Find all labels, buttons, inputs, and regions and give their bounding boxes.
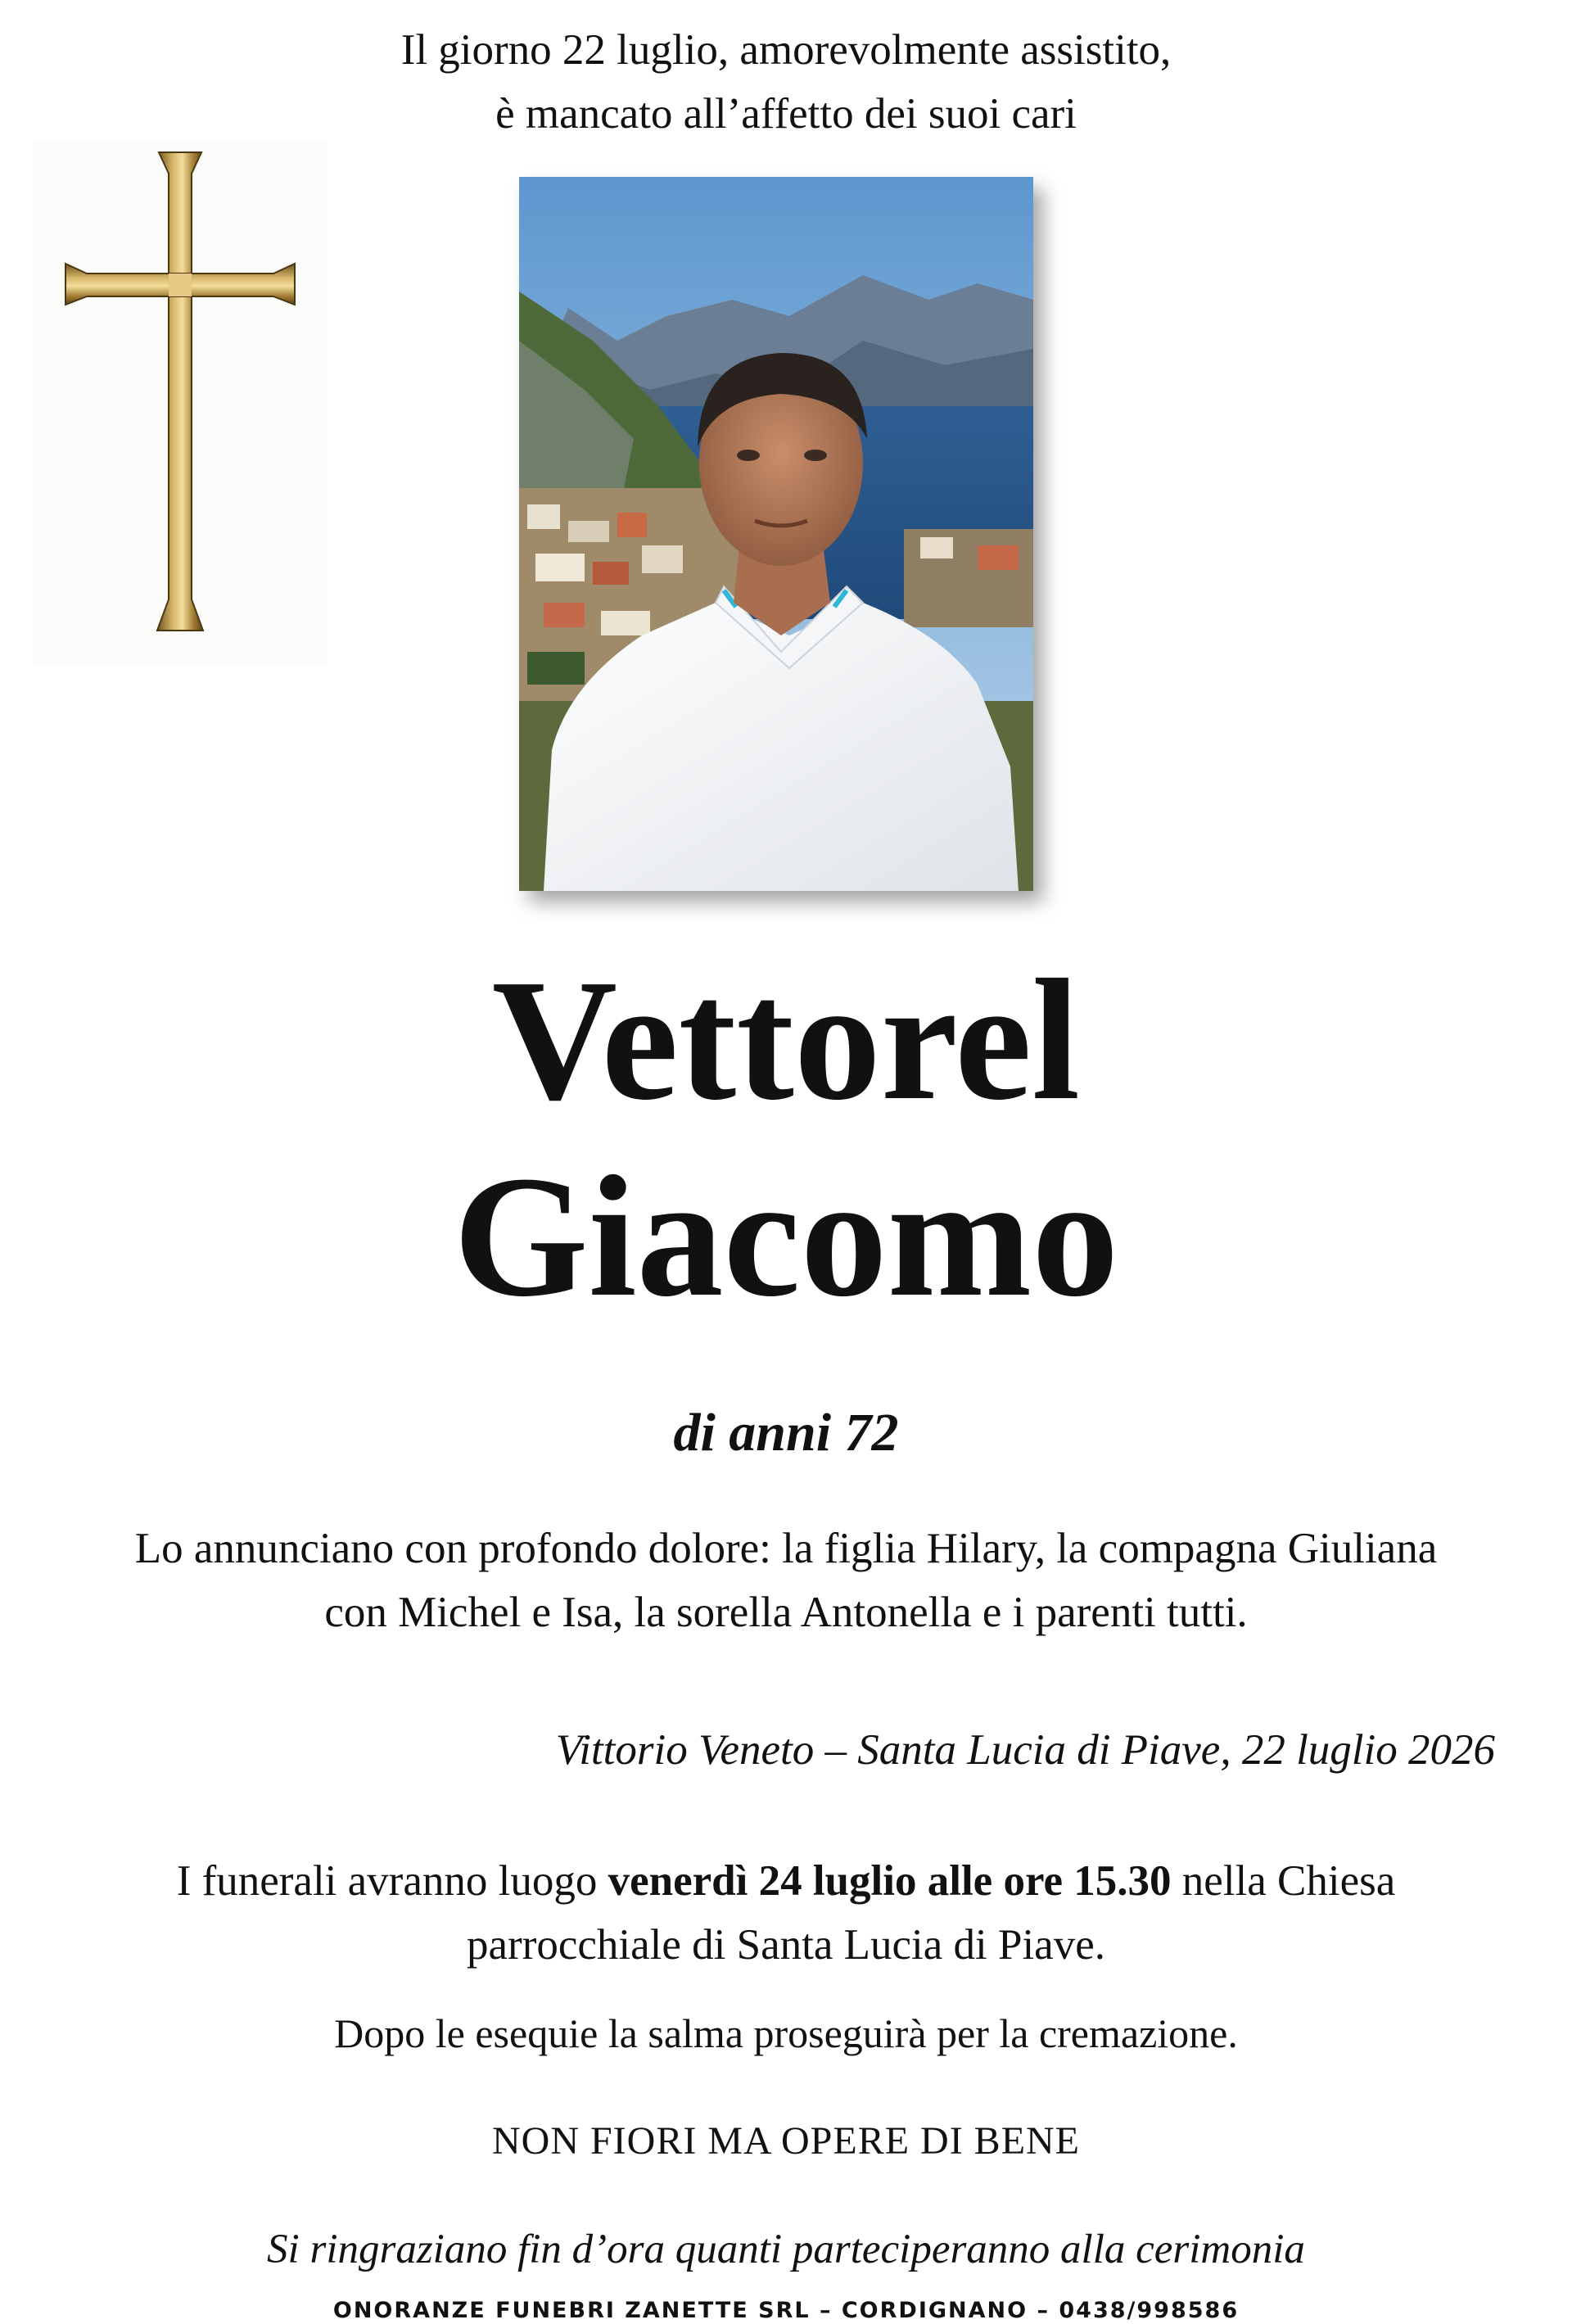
intro-line-1: Il giorno 22 luglio, amorevolmente assistito,	[400, 26, 1172, 74]
announcement-line-1: Lo annunciano con profondo dolore: la figlia Hilary, la compagna Giuliana	[134, 1525, 1438, 1572]
deceased-surname: Vettorel	[491, 943, 1081, 1136]
funeral-home-footer: ONORANZE FUNEBRI ZANETTE SRL – CORDIGNANO – 0438/998586	[332, 2298, 1240, 2323]
funeral-line-2: parrocchiale di Santa Lucia di Piave.	[467, 1921, 1105, 1969]
intro-line-2: è mancato all’affetto dei suoi cari	[495, 90, 1077, 138]
place-date: Vittorio Veneto – Santa Lucia di Piave, 22 luglio 2026	[555, 1726, 1495, 1774]
cremation-note: Dopo le esequie la salma proseguirà per la cremazione.	[334, 2010, 1238, 2056]
funeral-prefix: I funerali avranno luogo	[176, 1857, 608, 1905]
deceased-age: di anni 72	[673, 1403, 899, 1463]
funeral-info	[0, 1849, 1572, 1977]
funeral-line-1	[0, 1849, 1572, 1913]
intro-text	[0, 18, 1572, 146]
funeral-when: venerdì 24 luglio alle ore 15.30	[608, 1857, 1172, 1905]
cross-icon	[33, 141, 328, 665]
funeral-suffix: nella Chiesa	[1171, 1857, 1396, 1905]
no-flowers-note: NON FIORI MA OPERE DI BENE	[491, 2119, 1080, 2163]
deceased-first-name: Giacomo	[453, 1140, 1119, 1332]
thanks-note: Si ringraziano fin d’ora quanti parteciperanno alla cerimonia	[267, 2227, 1305, 2272]
announcement-line-2: con Michel e Isa, la sorella Antonella e i parenti tutti.	[324, 1589, 1248, 1636]
announcement	[0, 1517, 1572, 1644]
portrait-photo	[519, 177, 1033, 891]
